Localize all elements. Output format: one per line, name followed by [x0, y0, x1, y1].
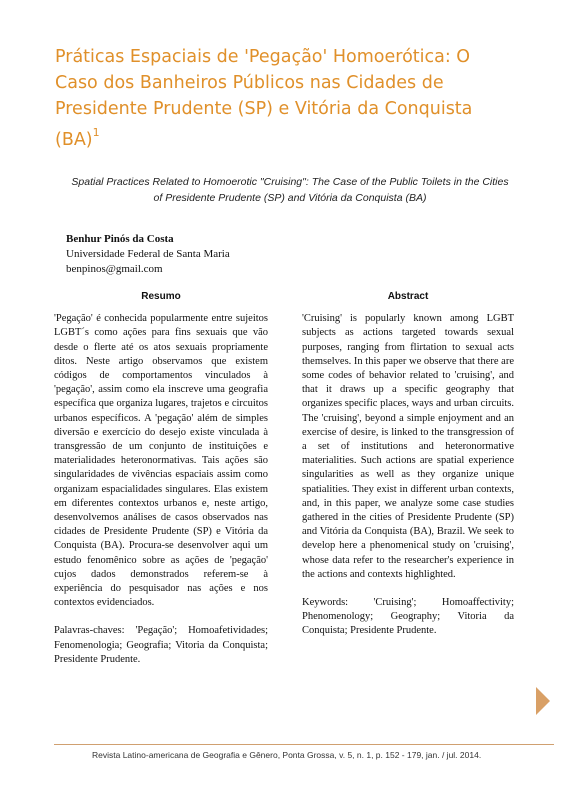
- author-email[interactable]: benpinos@gmail.com: [66, 263, 163, 275]
- resumo-heading: Resumo: [141, 291, 181, 302]
- resumo-keywords: Palavras-chaves: 'Pegação'; Homoafetividades; Fenomenologia; Geografia; Vitoria da Conquista; Presidente Prudente.: [54, 625, 268, 665]
- paper-title: [55, 44, 495, 153]
- author-name: Benhur Pinós da Costa: [66, 233, 174, 245]
- author-affiliation: Universidade Federal de Santa Maria: [66, 248, 230, 260]
- abstract-body: 'Cruising' is popularly known among LGBT subjects as actions targeted towards sexual purposes, ranging from flirtation to sexual acts themselves. In this paper we observe that there are some codes of behavior related to 'cruising', and that it draws up a specific geography that organizes specific places, ways and urban circuits. The 'cruising', beyond a simple enjoyment and an exercise of desire, is linked to the transgression of a set of institutions and heteronormative materialities. Such actions are spatial experience singularities as well as they organize unique spatialities. They exist in different urban contexts, and, in this paper, we analyze some case studies gathered in the cities of Presidente Prudente (SP) and Vitória da Conquista (BA), Brazil. We seek to develop here a phenomenical study on 'cruising', whose data refer to the researcher's experience in the actions and contexts highlighted.: [302, 313, 514, 580]
- journal-footer: Revista Latino-americana de Geografia e Gênero, Ponta Grossa, v. 5, n. 1, p. 152 - 179, jan. / jul. 2014.: [92, 750, 482, 760]
- resumo-column: [54, 290, 268, 667]
- footer-divider: [54, 744, 554, 745]
- author-block: [66, 232, 326, 277]
- resumo-body: 'Pegação' é conhecida popularmente entre sujeitos LGBT´s como ações para fins sexuais que vão desde o flerte até os atos sexuais propriamente ditos. Neste artigo observamos que existem códigos de comportamentos vinculados à 'pegação', assim como ela inscreve uma geografia específica que organiza lugares, trajetos e circuitos urbanos específicos. A 'pegação' além de simples diversão e exercício do desejo existe vinculada à transgressão de um conjunto de instituições e materialidades heteronormativas. Tais ações são singularidades de vivências espaciais assim como organizam espacialidades singulares. Elas existem em diferentes contextos urbanos e, neste artigo, desenvolvemos análises de casos observados nas cidades de Presidente Prudente (SP) e Vitória da Conquista (BA). Procura-se desenvolver aqui um estudo fenomênico sobre as ações de 'pegação' cujos dados demonstrados referem-se à experiência do pesquisador nas ações e nos contextos evidenciados.: [54, 313, 268, 609]
- abstract-keywords: Keywords: 'Cruising'; Homoaffectivity; Phenomenology; Geography; Vitoria da Conquista; Presidente Prudente.: [302, 597, 514, 637]
- title-footnote-mark: 1: [92, 126, 100, 139]
- abstract-heading: Abstract: [387, 291, 429, 302]
- title-text: Práticas Espaciais de 'Pegação' Homoerótica: O Caso dos Banheiros Públicos nas Cidades de Presidente Prudente (SP) e Vitória da Conquista (BA): [55, 47, 473, 150]
- next-page-arrow-icon[interactable]: [536, 687, 550, 715]
- english-subtitle: Spatial Practices Related to Homoerotic "Cruising": The Case of the Public Toilets in the Cities of Presidente Prudente (SP) and Vitória da Conquista (BA): [71, 176, 509, 204]
- abstract-column: [302, 290, 514, 639]
